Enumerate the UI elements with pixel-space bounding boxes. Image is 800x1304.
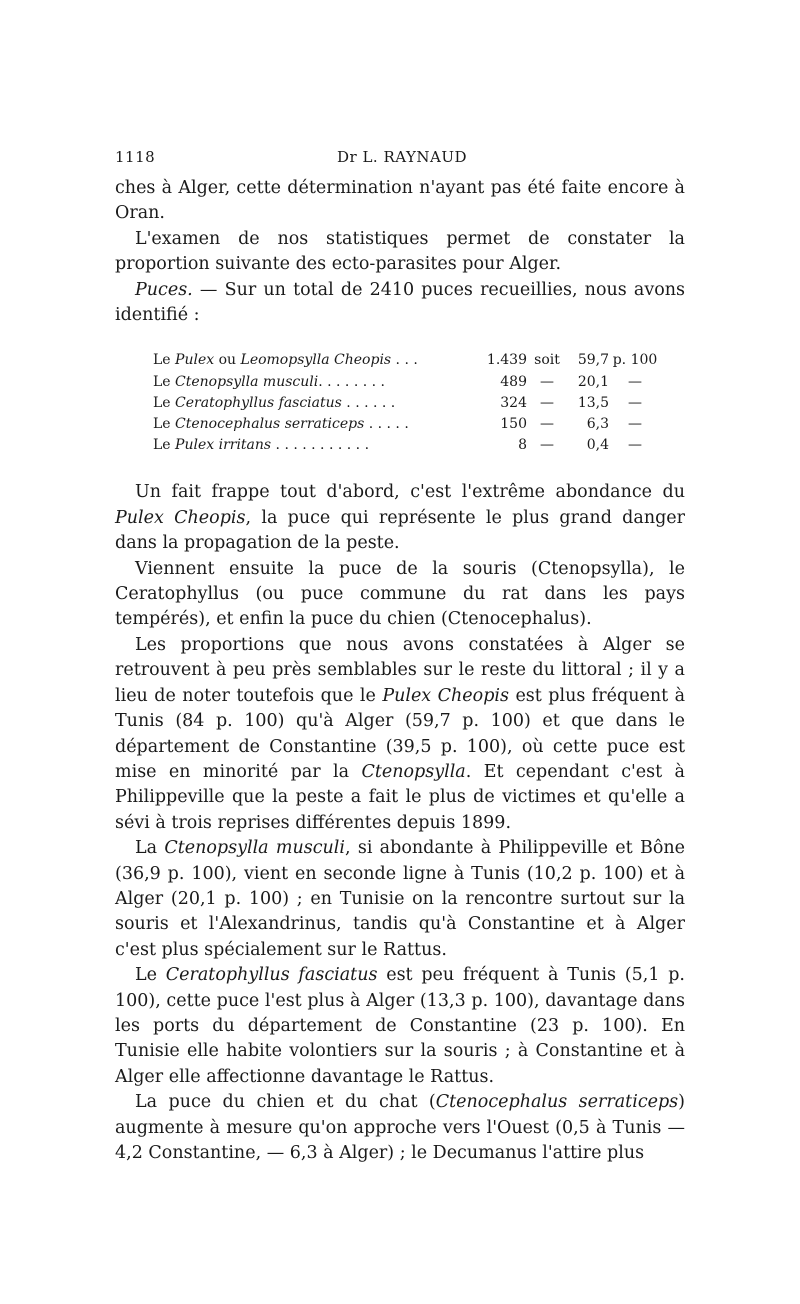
percent: 0,4	[586, 437, 609, 454]
count: 1.439	[486, 352, 527, 369]
table-row: Le Ctenocephalus serraticeps . . . . . 150 — 6,3 —	[153, 414, 685, 435]
species-name: Ctenocephalus serraticeps	[435, 1092, 679, 1113]
table-row: Le Pulex ou Leomopsylla Cheopis . . . 1.439 soit 59,7 p. 100	[153, 350, 685, 371]
table-row: Le Ctenopsylla musculi. . . . . . . . 489 — 20,1 —	[153, 372, 685, 393]
percent: 13,5	[577, 394, 609, 411]
count: 150	[500, 416, 527, 433]
puces-label: Puces.	[135, 279, 193, 300]
percent: 59,7	[577, 352, 609, 369]
body-text	[115, 176, 685, 1166]
running-title: Dr L. RAYNAUD	[337, 148, 468, 166]
table-row: Le Ceratophyllus fasciatus . . . . . . 324 — 13,5 —	[153, 393, 685, 414]
paragraph-8: Le Ceratophyllus fasciatus est peu fréquent à Tunis (5,1 p. 100), cette puce l'est plus à Alger (13,3 p. 100), davantage dans les ports du département de Constantine (23 p. 100). En Tunisie elle habite volontiers sur la souris ; à Constantine et à Alger elle affectionne davantage le Rattus.	[115, 965, 685, 1087]
count: 8	[518, 437, 527, 454]
species-name: Pulex Cheopis	[382, 685, 509, 706]
species-name: Ctenopsylla musculi	[164, 838, 345, 859]
percent: 20,1	[577, 373, 609, 390]
page	[115, 148, 685, 1166]
paragraph-5: Viennent ensuite la puce de la souris (Ctenopsylla), le Ceratophyllus (ou puce commune du rat dans les pays tempérés), et enfin la puce du chien (Ctenocephalus).	[115, 558, 685, 630]
paragraph-3: Puces. — Sur un total de 2410 puces recueillies, nous avons identifié :	[115, 279, 685, 326]
paragraph-2: L'examen de nos statistiques permet de constater la proportion suivante des ecto-parasites pour Alger.	[115, 228, 685, 275]
species-name: Ceratophyllus fasciatus	[165, 965, 378, 986]
paragraph-7: La Ctenopsylla musculi, si abondante à Philippeville et Bône (36,9 p. 100), vient en seconde ligne à Tunis (10,2 p. 100) et à Alger (20,1 p. 100) ; en Tunisie on la rencontre surtout sur la souris et l'Alexandrinus, tandis qu'à Constantine et à Alger c'est plus spécialement sur le Rattus.	[115, 838, 685, 960]
paragraph-9: La puce du chien et du chat (Ctenocephalus serraticeps) augmente à mesure qu'on approche vers l'Ouest (0,5 à Tunis — 4,2 Constantine, — 6,3 à Alger) ; le Decumanus l'attire plus	[115, 1092, 685, 1164]
page-number: 1118	[115, 148, 156, 166]
percent: 6,3	[586, 416, 609, 433]
count: 489	[500, 373, 527, 390]
paragraph-1: ches à Alger, cette détermination n'ayant pas été faite encore à Oran.	[115, 178, 685, 224]
flea-table	[153, 350, 685, 456]
paragraph-6: Les proportions que nous avons constatées à Alger se retrouvent à peu près semblables sur le reste du littoral ; il y a lieu de noter toutefois que le Pulex Cheopis est plus fréquent à Tunis (84 p. 100) qu'à Alger (59,7 p. 100) et que dans le département de Constantine (39,5 p. 100), où cette puce est mise en minorité par la Ctenopsylla. Et cependant c'est à Philippeville que la peste a fait le plus de victimes et qu'elle a sévi à trois reprises différentes depuis 1899.	[115, 634, 686, 833]
table-row: Le Pulex irritans . . . . . . . . . . . 8 — 0,4 —	[153, 435, 685, 456]
count: 324	[500, 394, 527, 411]
page-header	[115, 148, 685, 176]
paragraph-4: Un fait frappe tout d'abord, c'est l'extrême abondance du Pulex Cheopis, la puce qui représente le plus grand danger dans la propagation de la peste.	[115, 482, 686, 554]
species-name: Ctenopsylla	[361, 761, 466, 782]
species-name: Pulex Cheopis	[115, 507, 246, 528]
